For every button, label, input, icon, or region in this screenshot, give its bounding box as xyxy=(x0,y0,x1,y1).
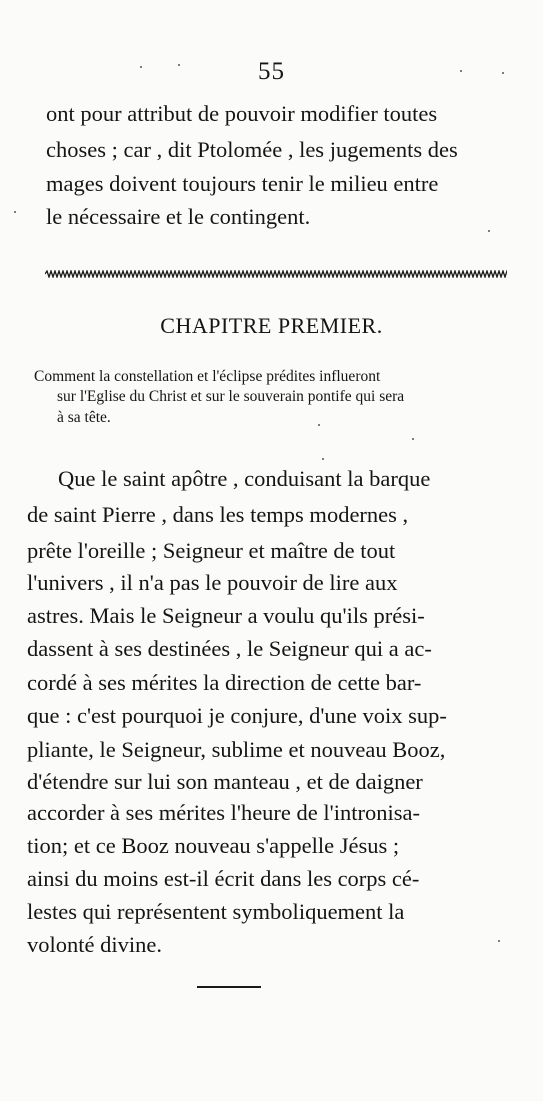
print-speck xyxy=(488,230,490,232)
text-line: le nécessaire et le contingent. xyxy=(46,204,311,229)
print-speck xyxy=(498,940,500,942)
text-line: dassent à ses destinées , le Seigneur qui a ac- xyxy=(27,636,432,661)
closing-rule xyxy=(197,986,261,988)
text-line: Que le saint apôtre , conduisant la barque xyxy=(58,466,431,491)
text-line: ainsi du moins est-il écrit dans les corps cé- xyxy=(27,866,420,891)
print-speck xyxy=(460,70,462,72)
text-line: prête l'oreille ; Seigneur et maître de tout xyxy=(27,538,396,563)
text-line: accorder à ses mérites l'heure de l'intronisa- xyxy=(27,800,420,825)
text-line: volonté divine. xyxy=(27,932,162,957)
chapter-title: CHAPITRE PREMIER. xyxy=(160,313,383,338)
text-line: que : c'est pourquoi je conjure, d'une voix sup- xyxy=(27,703,447,728)
summary-line: Comment la constellation et l'éclipse prédites influeront xyxy=(34,368,381,385)
print-speck xyxy=(502,72,504,74)
print-speck xyxy=(178,64,180,66)
page-number: 55 xyxy=(258,58,285,85)
print-speck xyxy=(412,438,414,440)
print-speck xyxy=(318,424,320,426)
summary-line: à sa tête. xyxy=(57,409,111,426)
decorative-wavy-separator xyxy=(45,270,507,278)
summary-line: sur l'Eglise du Christ et sur le souverain pontife qui sera xyxy=(57,388,405,405)
text-line: cordé à ses mérites la direction de cette bar- xyxy=(27,670,422,695)
text-line: choses ; car , dit Ptolomée , les jugements des xyxy=(46,137,458,162)
text-line: d'étendre sur lui son manteau , et de daigner xyxy=(27,769,423,794)
print-speck xyxy=(14,211,16,213)
text-line: ont pour attribut de pouvoir modifier toutes xyxy=(46,101,438,126)
text-line: pliante, le Seigneur, sublime et nouveau Booz, xyxy=(27,737,446,762)
text-line: l'univers , il n'a pas le pouvoir de lire aux xyxy=(27,570,398,595)
text-line: astres. Mais le Seigneur a voulu qu'ils prési- xyxy=(27,603,425,628)
text-line: tion; et ce Booz nouveau s'appelle Jésus ; xyxy=(27,833,400,858)
text-line: de saint Pierre , dans les temps modernes , xyxy=(27,502,409,527)
text-line: lestes qui représentent symboliquement la xyxy=(27,899,405,924)
text-line: mages doivent toujours tenir le milieu entre xyxy=(46,171,439,196)
print-speck xyxy=(322,458,324,460)
print-speck xyxy=(140,66,142,68)
